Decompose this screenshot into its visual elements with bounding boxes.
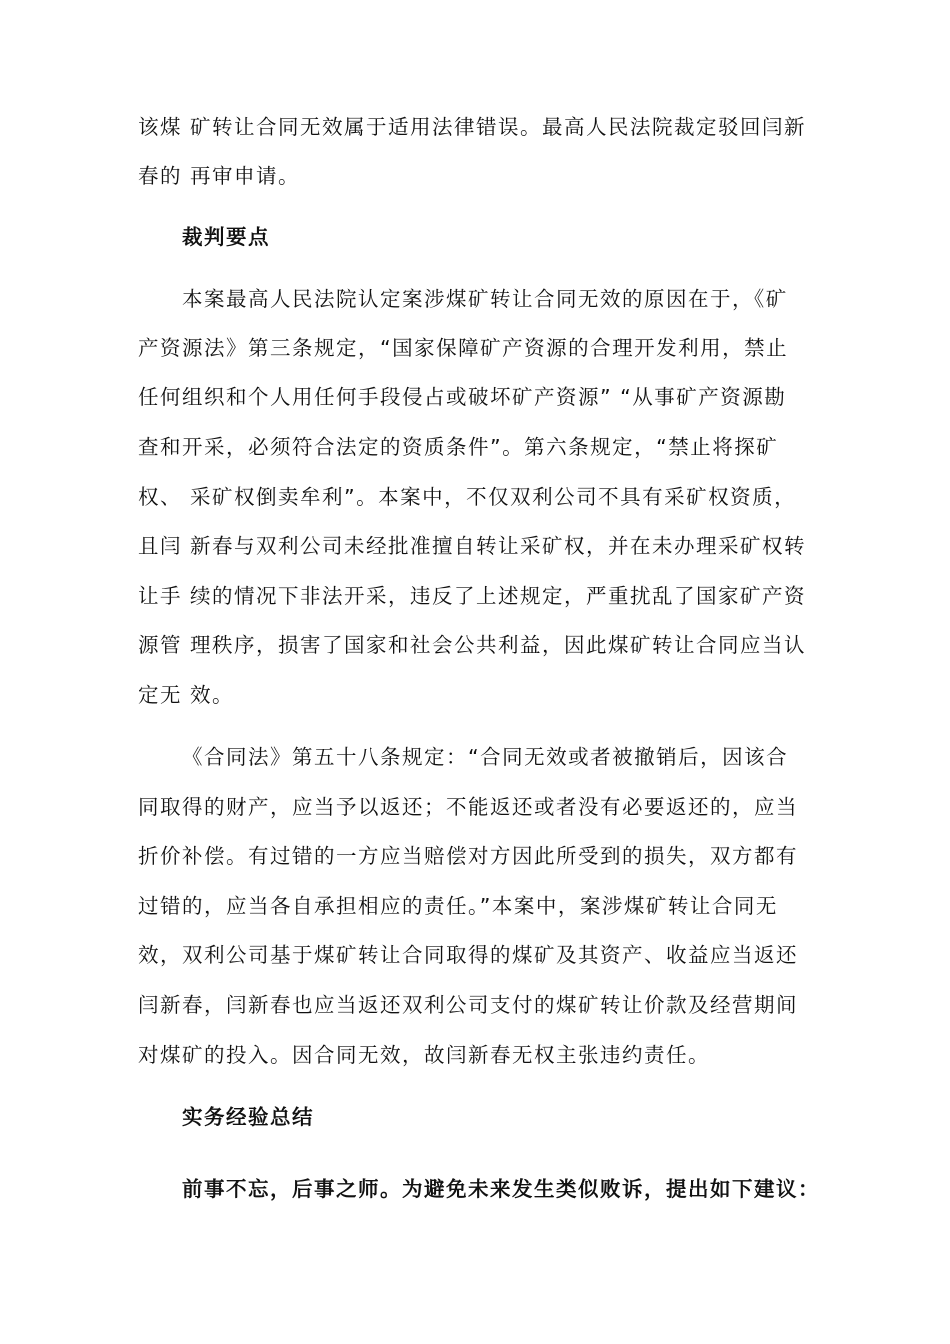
heading-judgment-points: 裁判要点 <box>182 225 270 249</box>
paragraph-1-line-2: 产资源法》第三条规定，“国家保障矿产资源的合理开发利用，禁止 <box>138 336 789 360</box>
heading-practical-experience: 实务经验总结 <box>182 1105 314 1129</box>
paragraph-1-line-3: 任何组织和个人用任何手段侵占或破坏矿产资源” “从事矿产资源勘 <box>138 385 787 409</box>
continuation-line-2: 春的 再审申请。 <box>138 164 301 188</box>
paragraph-2-line-2: 同取得的财产，应当予以返还；不能返还或者没有必要返还的，应当 <box>138 795 798 819</box>
paragraph-1-line-7: 让手 续的情况下非法开采，违反了上述规定，严重扰乱了国家矿产资 <box>138 584 807 608</box>
paragraph-2-line-6: 闫新春，闫新春也应当返还双利公司支付的煤矿转让价款及经营期间 <box>138 993 798 1017</box>
closing-recommendation-line: 前事不忘，后事之师。为避免未来发生类似败诉，提出如下建议： <box>182 1177 820 1201</box>
paragraph-1-line-9: 定无 效。 <box>138 683 235 707</box>
paragraph-2-line-4: 过错的，应当各自承担相应的责任。”本案中，案涉煤矿转让合同无 <box>138 894 778 918</box>
paragraph-1-line-8: 源管 理秩序，损害了国家和社会公共利益，因此煤矿转让合同应当认 <box>138 633 807 657</box>
paragraph-1-line-1: 本案最高人民法院认定案涉煤矿转让合同无效的原因在于，《矿 <box>182 287 788 311</box>
paragraph-2-line-1: 《合同法》第五十八条规定：“合同无效或者被撤销后，因该合 <box>182 745 789 769</box>
paragraph-1-line-4: 查和开采，必须符合法定的资质条件”。第六条规定，“禁止将探矿 <box>138 435 779 459</box>
paragraph-1-line-5: 权、 采矿权倒卖牟利”。本案中，不仅双利公司不具有采矿权资质， <box>138 485 797 509</box>
paragraph-1-line-6: 且闫 新春与双利公司未经批准擅自转让采矿权，并在未办理采矿权转 <box>138 534 807 558</box>
paragraph-2-line-3: 折价补偿。有过错的一方应当赔偿对方因此所受到的损失，双方都有 <box>138 844 798 868</box>
paragraph-2-line-5: 效，双利公司基于煤矿转让合同取得的煤矿及其资产、收益应当返还 <box>138 943 798 967</box>
continuation-line-1: 该煤 矿转让合同无效属于适用法律错误。最高人民法院裁定驳回闫新 <box>138 115 807 139</box>
paragraph-2-line-7: 对煤矿的投入。因合同无效，故闫新春无权主张违约责任。 <box>138 1043 710 1067</box>
